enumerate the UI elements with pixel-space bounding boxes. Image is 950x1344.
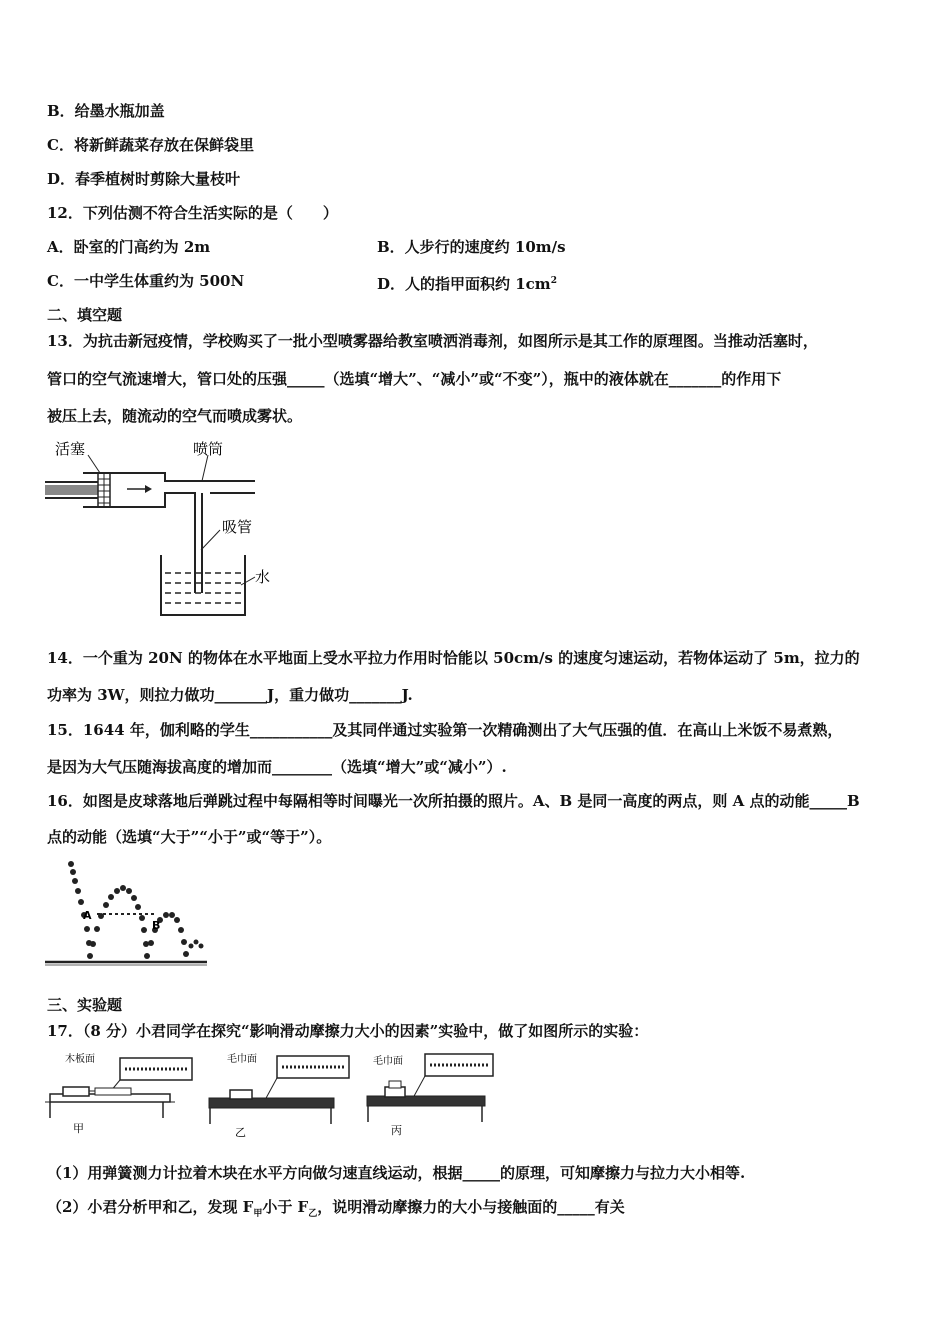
q15-line-2: 是因为大气压随海拔高度的增加而________（选填“增大”或“减小”）. <box>47 758 507 776</box>
water-label: 水 <box>255 568 271 586</box>
q11-option-b: B．给墨水瓶加盖 <box>47 102 165 120</box>
section-title-experiment: 三、实验题 <box>47 996 123 1014</box>
surface-label-1: 木板面 <box>65 1054 95 1065</box>
q13-line-1: 13．为抗击新冠疫情，学校购买了一批小型喷雾器给教室喷洒消毒剂，如图所示是其工作的原理图。当推动活塞时， <box>47 332 818 350</box>
q14-line-1: 14．一个重为 20N 的物体在水平地面上受水平拉力作用时恰能以 50cm/s 的速度匀速运动，若物体运动了 5m，拉力的 <box>47 649 860 667</box>
q16-line-1: 16．如图是皮球落地后弹跳过程中每隔相等时间曝光一次所拍摄的照片。A、B 是同一高度的两点，则 A 点的动能_____B <box>47 792 860 810</box>
q12-option-d: D．人的指甲面积约 $1cm^2$ <box>377 275 557 293</box>
bouncing-ball-photo <box>45 858 210 968</box>
setup-label-bing: 丙 <box>391 1124 402 1137</box>
q11-option-c: C．将新鲜蔬菜存放在保鲜袋里 <box>47 136 254 154</box>
q17-part-2: （2）小君分析甲和乙，发现 $F_甲$小于 $F_乙$，说明滑动摩擦力的大小与接触面的_____有关 <box>47 1198 625 1219</box>
q16-line-2: 点的动能（选填“大于”“小于”或“等于”）。 <box>47 828 332 846</box>
q12-option-b: B．人步行的速度约 10m/s <box>377 238 566 256</box>
q13-line-2: 管口的空气流速增大，管口处的压强_____（选填“增大”、“减小”或“不变”），瓶中的液体就在_______的作用下 <box>47 370 782 388</box>
point-b-label: B <box>152 919 161 932</box>
setup-bing <box>367 1054 493 1137</box>
q12-option-c: C．一中学生体重约为 500N <box>47 272 245 290</box>
q17-part-1: （1）用弹簧测力计拉着木块在水平方向做匀速直线运动，根据_____的原理，可知摩擦力与拉力大小相等. <box>47 1164 746 1182</box>
setup-label-jia: 甲 <box>73 1122 84 1135</box>
q13-line-3: 被压上去，随流动的空气而喷成雾状。 <box>47 407 303 425</box>
q15-line-1: 15．1644 年，伽利略的学生___________及其同伴通过实验第一次精确测出了大气压强的值．在高山上米饭不易煮熟， <box>47 721 843 739</box>
surface-label-2: 毛巾面 <box>227 1054 257 1065</box>
nozzle-label: 喷筒 <box>193 440 224 458</box>
point-a-label: A <box>83 909 92 922</box>
q12-stem: 12．下列估测不符合生活实际的是（ ） <box>47 204 338 222</box>
friction-experiment-diagram <box>45 1050 495 1140</box>
piston-label: 活塞 <box>55 440 86 458</box>
q12-option-a: A．卧室的门高约为 2m <box>47 238 211 256</box>
q11-option-d: D．春季植树时剪除大量枝叶 <box>47 170 241 188</box>
setup-label-yi: 乙 <box>235 1126 246 1139</box>
tube-label: 吸管 <box>222 518 253 536</box>
surface-label-3: 毛巾面 <box>373 1056 403 1067</box>
q17-stem: 17．（8 分）小君同学在探究“影响滑动摩擦力大小的因素”实验中，做了如图所示的实验： <box>47 1022 649 1040</box>
sprayer-diagram <box>45 435 285 620</box>
setup-yi <box>209 1052 349 1139</box>
section-title-fill-in: 二、填空题 <box>47 306 123 324</box>
setup-jia <box>45 1052 192 1135</box>
q14-line-2: 功率为 3W，则拉力做功_______J，重力做功_______J. <box>47 686 413 704</box>
